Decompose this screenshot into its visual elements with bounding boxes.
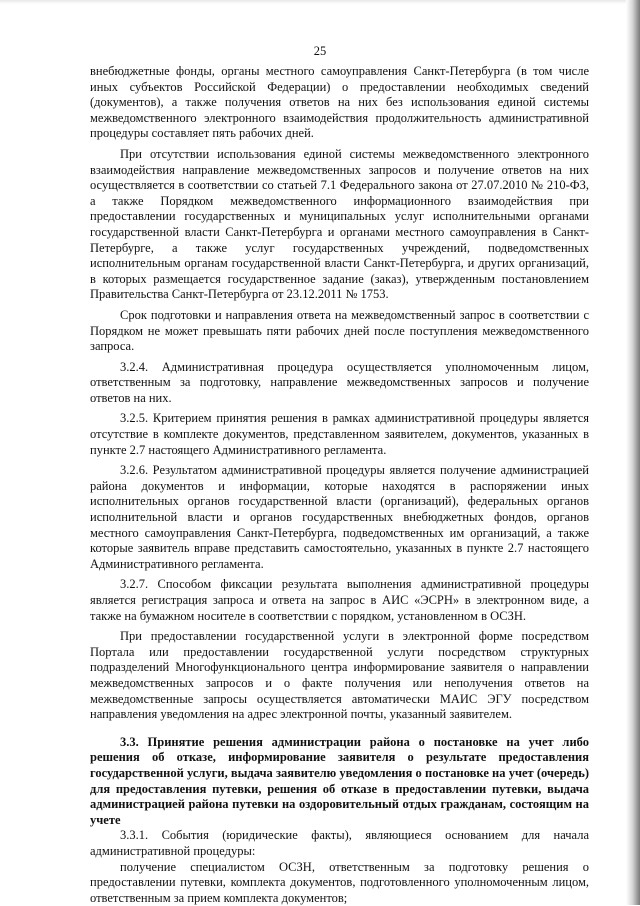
paragraph: 3.3.1. События (юридические факты), являющиеся основанием для начала административной процедуры: (90, 828, 589, 859)
paragraph: получение специалистом ОСЗН, ответственным за подготовку решения о предоставлении путевки, комплекта документов, подготовленного уполномоченным лицом, ответственным за прием комплекта документов; (90, 860, 589, 906)
page-number: 25 (0, 44, 640, 59)
paragraph: 3.2.7. Способом фиксации результата выполнения административной процедуры является регистрация запроса и ответа на запрос в АИС «ЭСРН» в электронном виде, а также на бумажном носителе в соответствии с порядком, установленном в ОСЗН. (90, 577, 589, 624)
paragraph: При отсутствии использования единой системы межведомственного электронного взаимодействия направление межведомственных запросов и получение ответов на них осуществляется в соответствии со статьей 7.1 Федерального закона от 27.07.2010 № 210-ФЗ, а также Порядком межведомственного информационного взаимодействия при предоставлении государственных и муниципальных услуг исполнительными органами государственной власти Санкт-Петербурга и органами местного самоуправления в Санкт-Петербурге, а также услуг государственных учреждений, подведомственных исполнительным органам государственной власти Санкт-Петербурга, и других организаций, в которых размещается государственное задание (заказ), утвержденным постановлением Правительства Санкт-Петербурга от 23.12.2011 № 1753. (90, 147, 589, 303)
paragraph: При предоставлении государственной услуги в электронной форме посредством Портала или предоставлении государственной услуги посредством структурных подразделений Многофункционального центра информирование заявителя о направлении межведомственных запросов и о факте получения или неполучения ответов на межведомственные запросы осуществляется автоматически МАИС ЭГУ посредством направления уведомления на адрес электронной почты, указанный заявителем. (90, 629, 589, 723)
document-body (90, 64, 589, 906)
paragraph: 3.2.4. Административная процедура осуществляется уполномоченным лицом, ответственным за подготовку, направление межведомственных запросов и получение ответов на них. (90, 360, 589, 407)
scan-edge-shadow (626, 0, 640, 905)
paragraph: 3.2.6. Результатом административной процедуры является получение администрацией района документов и информации, которые находятся в распоряжении иных исполнительных органов государственной власти (организаций), федеральных органов исполнительной власти и органов государственных внебюджетных фондов, органов местного самоуправления Санкт-Петербурга, подведомственных им организаций, а также которые заявитель вправе представить самостоятельно, указанных в пункте 2.7 настоящего Административного регламента. (90, 463, 589, 572)
section-heading: 3.3. Принятие решения администрации района о постановке на учет либо решения об отказе, информирование заявителя о результате предоставления государственной услуги, выдача заявителю уведомления о постановке на учет (очередь) для предоставления путевки, решения об отказе в предоставлении путевки, выдача администрацией района путевки на оздоровительный отдых гражданам, состоящим на учете (90, 735, 589, 829)
scan-top-shadow (0, 0, 640, 4)
paragraph: внебюджетные фонды, органы местного самоуправления Санкт-Петербурга (в том числе иных субъектов Российской Федерации) о предоставлении необходимых сведений (документов), а также получения ответов на них без использования единой системы межведомственного электронного взаимодействия продолжительность административной процедуры составляет пять рабочих дней. (90, 64, 589, 142)
paragraph: 3.2.5. Критерием принятия решения в рамках административной процедуры является отсутствие в комплекте документов, представленном заявителем, документов, указанных в пункте 2.7 настоящего Административного регламента. (90, 411, 589, 458)
paragraph: Срок подготовки и направления ответа на межведомственный запрос в соответствии с Порядком не может превышать пяти рабочих дней после поступления межведомственного запроса. (90, 308, 589, 355)
